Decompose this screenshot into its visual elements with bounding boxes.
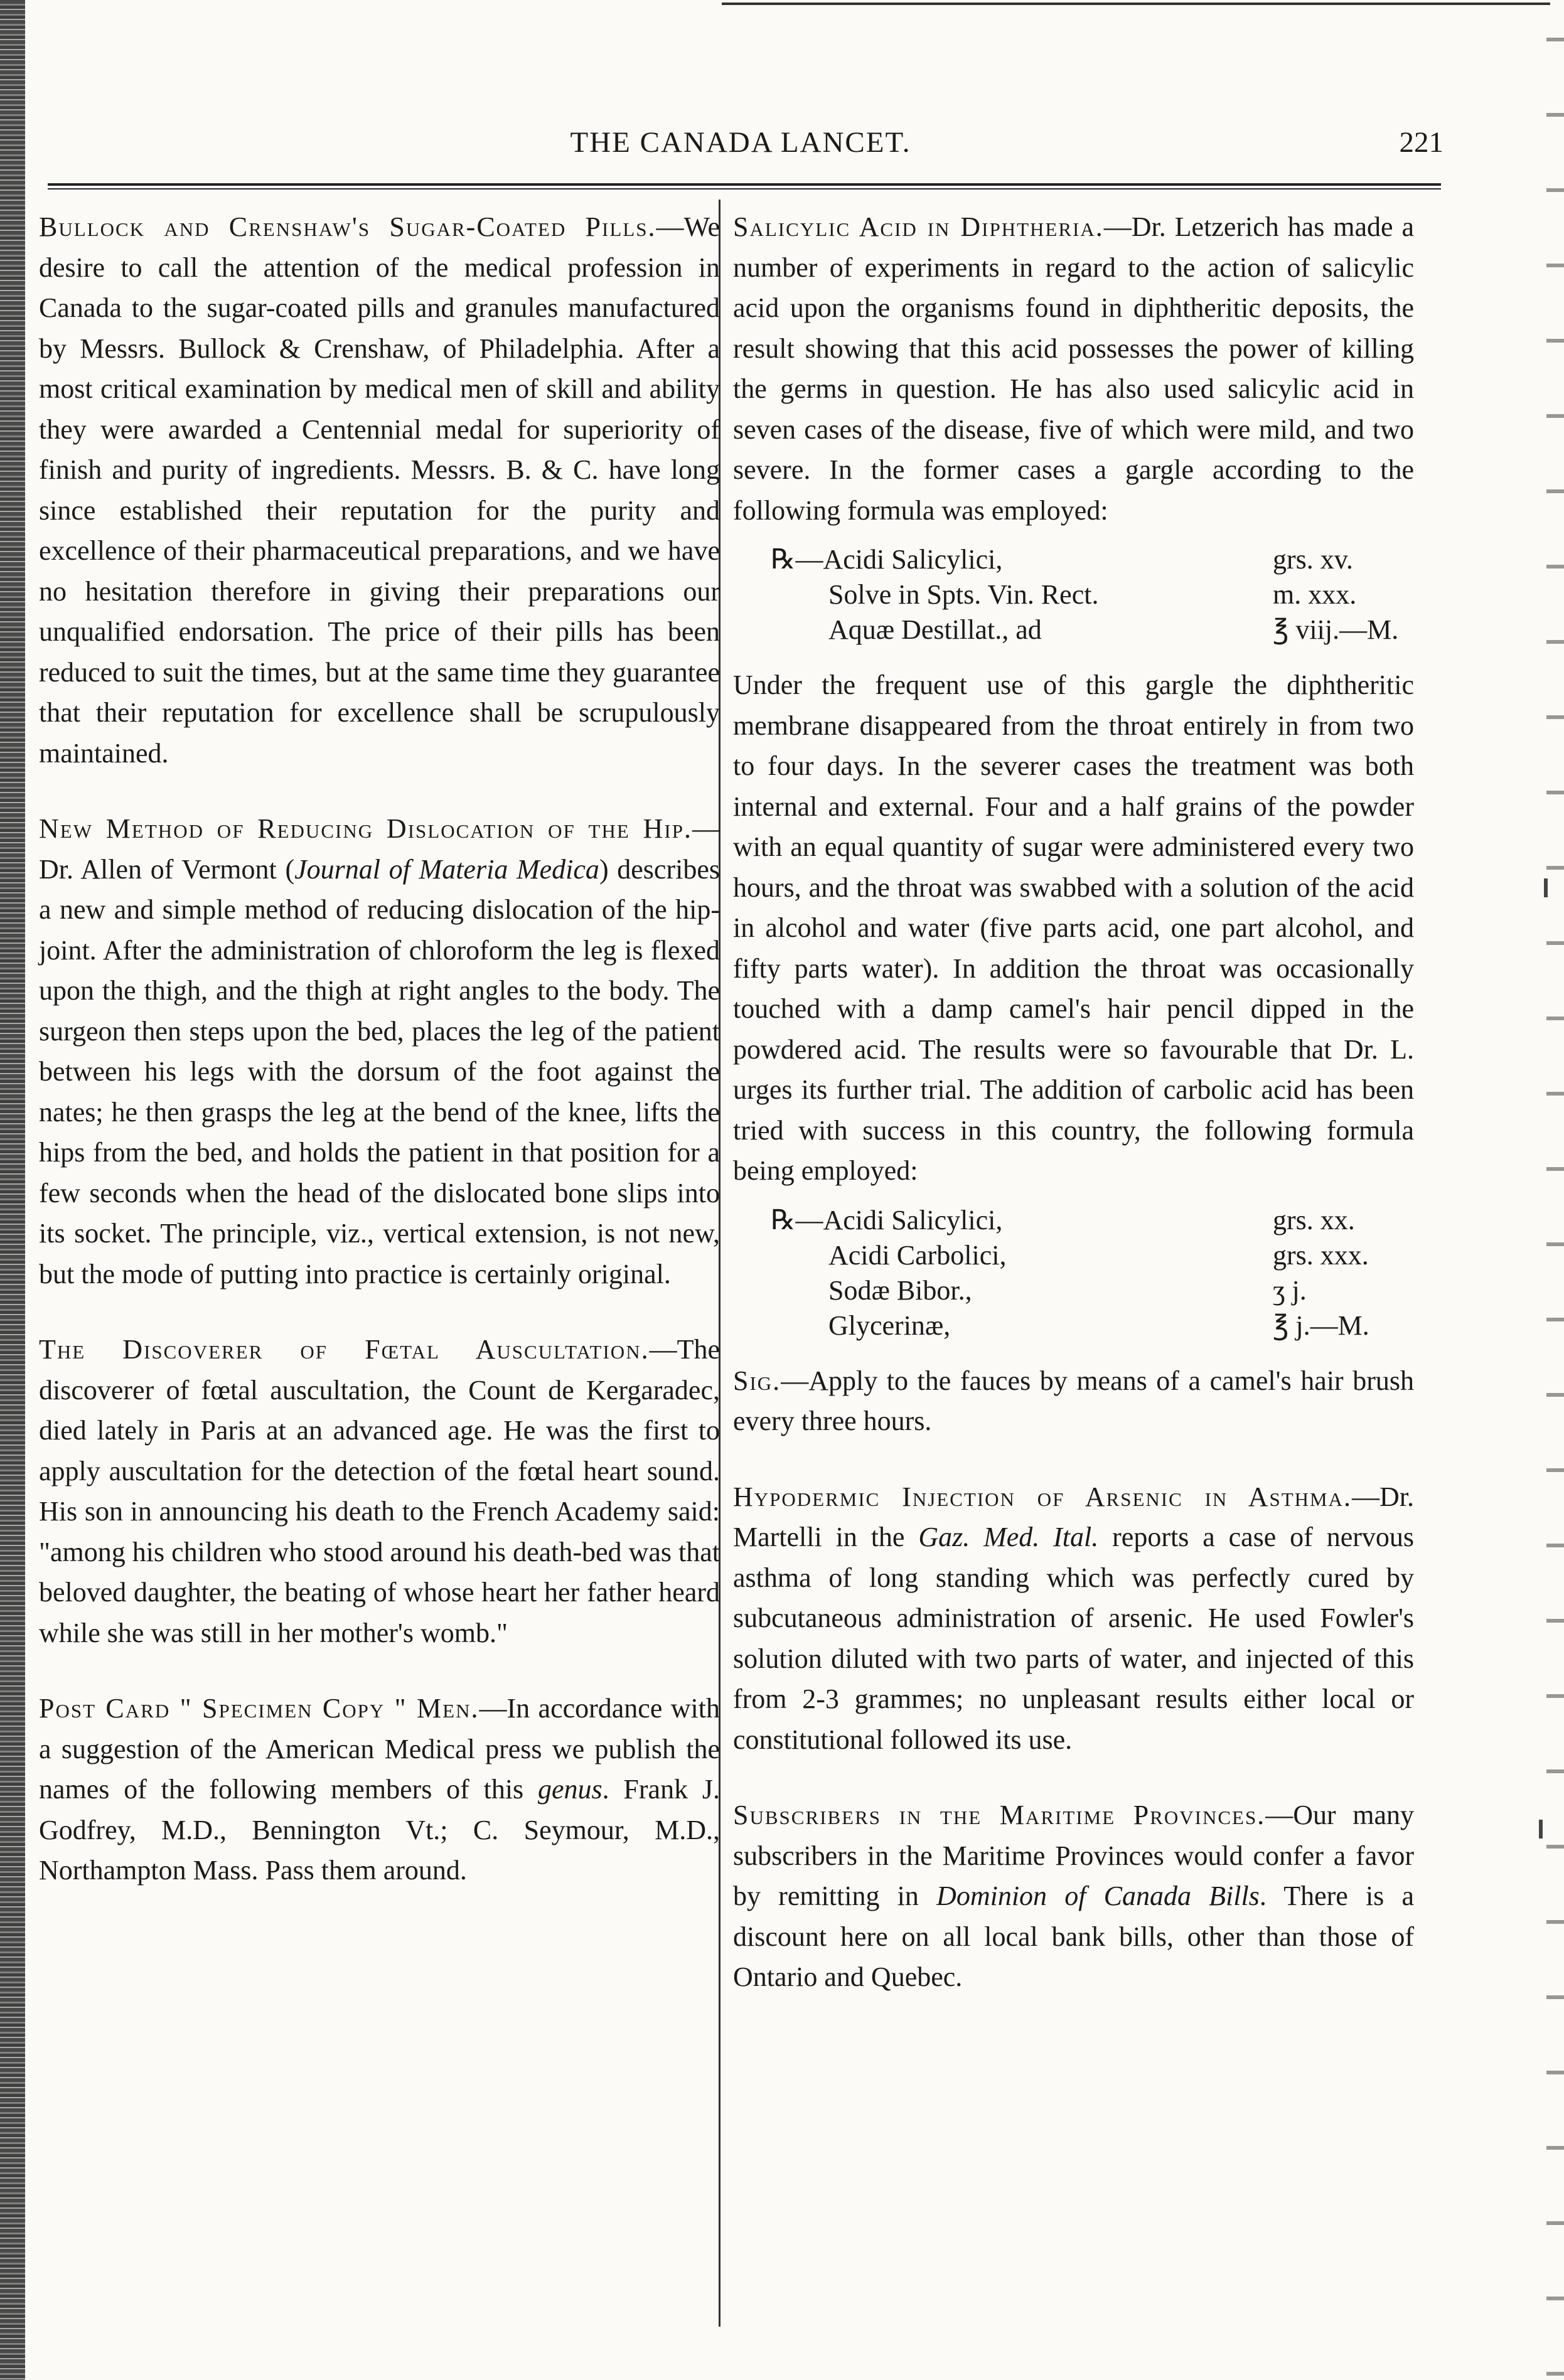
scan-top-artifact	[722, 3, 1550, 5]
formula-ingredient: Sodæ Bibor.,	[828, 1274, 972, 1306]
article-heading: Bullock and Crenshaw's Sugar-Coated Pills.	[39, 211, 656, 242]
article-body: —Dr. Letzerich has made a number of experiments in regard to the action of salicylic acid upon the organisms found in diphtheritic deposits, the result showing that this acid possesses the power of killing the germs in question. He has also used salicylic acid in seven cases of the disease, five of which were mild, and two severe. In the former cases a gargle according to the following formula was employed:	[733, 211, 1415, 526]
article-post-card-men	[39, 1689, 720, 1891]
scan-speck	[1544, 878, 1548, 897]
article-hip-dislocation	[39, 809, 720, 1294]
article-body: —Dr. Martelli in the	[733, 1481, 1414, 1552]
journal-citation: Journal of Materia Medica	[294, 853, 599, 885]
article-body: . Frank J. Godfrey, M.D., Bennington Vt.; C. Seymour, M.D., Northampton Mass. Pass them around.	[39, 1774, 720, 1886]
prescription-formula-2	[771, 1203, 1414, 1343]
formula-dose: m. xxx.	[1273, 579, 1357, 610]
journal-title: THE CANADA LANCET.	[570, 126, 911, 159]
formula-dose: grs. xxx.	[1273, 1239, 1369, 1271]
formula-ingredient: Acidi Carbolici,	[828, 1239, 1007, 1271]
scan-right-edge	[1546, 0, 1564, 2380]
article-body: ) describes a new and simple method of reducing dislocation of the hip-joint. After the administration of chloroform the leg is flexed upon the thigh, and the thigh at right angles to the body. The surgeon then steps upon the bed, places the leg of the patient between his legs with the dorsum of the foot against the nates; he then grasps the leg at the bend of the knee, lifts the hips from the bed, and holds the patient in that position for a few seconds when the head of the dislocated bone slips into its socket. The principle, viz., vertical extension, is not new, but the mode of putting into practice is certainly original.	[39, 853, 720, 1289]
article-maritime-subscribers	[733, 1795, 1414, 1998]
article-heading: Hypodermic Injection of Arsenic in Asthma.	[733, 1481, 1352, 1512]
formula-ingredient: Solve in Spts. Vin. Rect.	[828, 579, 1099, 610]
sig-label: Sig.	[733, 1365, 781, 1396]
article-body: —The discoverer of fœtal auscultation, the Count de Kergaradec, died lately in Paris at an advanced age. He was the first to apply auscultation for the detection of the fœtal heart sound. His son in announcing his death to the French Academy said: "among his children who stood around his death-bed was that beloved daughter, the beating of whose heart her father heard while she was still in her mother's womb."	[39, 1334, 720, 1648]
article-body: . There is a discount here on all local bank bills, other than those of Ontario and Quebec.	[733, 1881, 1414, 1992]
article-salicylic-acid	[733, 207, 1414, 1442]
formula-ingredient: Glycerinæ,	[828, 1310, 951, 1341]
italic-phrase: Dominion of Canada Bills	[936, 1881, 1260, 1911]
formula-dose: ℥ viij.—M.	[1273, 614, 1399, 645]
right-column	[733, 207, 1414, 2033]
left-column	[39, 207, 720, 1926]
article-heading: Salicylic Acid in Diphtheria.	[733, 211, 1104, 242]
header-rule	[48, 183, 1441, 189]
running-head	[38, 125, 1443, 169]
article-heading: Subscribers in the Maritime Provinces.	[733, 1800, 1266, 1830]
formula-ingredient: ℞—Acidi Salicylici,	[771, 544, 1003, 575]
formula-dose: ℥ j.—M.	[1273, 1310, 1369, 1341]
formula-dose: ʒ j.	[1273, 1274, 1307, 1306]
formula-ingredient: ℞—Acidi Salicylici,	[771, 1204, 1003, 1235]
article-arsenic-asthma	[733, 1477, 1414, 1761]
formula-dose: grs. xv.	[1273, 544, 1353, 575]
article-foetal-auscultation	[39, 1330, 720, 1653]
article-body: reports a case of nervous asthma of long standing which was perfectly cured by subcutaneous administration of arsenic. He used Fowler's solution diluted with two parts of water, and injected of this from 2-3 grammes; no unpleasant results either local or constitutional followed its use.	[733, 1522, 1414, 1755]
article-bullock-crenshaw	[39, 207, 720, 774]
article-body: —Apply to the fauces by means of a camel's hair brush every three hours.	[733, 1365, 1414, 1436]
article-body: —Dr. Allen of Vermont (	[39, 813, 720, 885]
scan-binding-edge	[0, 0, 25, 2380]
scan-speck	[1539, 1820, 1543, 1838]
article-heading: New Method of Reducing Dislocation of the Hip.	[39, 813, 692, 844]
formula-ingredient: Aquæ Destillat., ad	[828, 614, 1042, 645]
article-body: —Our many subscribers in the Maritime Provinces would confer a favor by remitting in	[733, 1800, 1414, 1911]
article-body: Under the frequent use of this gargle the diphtheritic membrane disappeared from the throat entirely in from two to four days. In the severer cases the treatment was both internal and external. Four and a half grains of the powder with an equal quantity of sugar were administered every two hours, and the throat was swabbed with a solution of the acid in alcohol and water (five parts acid, one part alcohol, and fifty parts water). In addition the throat was occasionally touched with a damp camel's hair pencil dipped in the powdered acid. The results were so favourable that Dr. L. urges its further trial. The addition of carbolic acid has been tried with success in this country, the following formula being employed:	[733, 670, 1414, 1186]
italic-word: genus	[537, 1774, 603, 1805]
article-heading: Post Card " Specimen Copy " Men.	[39, 1693, 479, 1724]
article-body: —In accordance with a suggestion of the American Medical press we publish the names of the following members of this	[39, 1693, 720, 1805]
formula-dose: grs. xx.	[1273, 1204, 1355, 1235]
page-number: 221	[1399, 126, 1443, 159]
article-heading: The Discoverer of Fœtal Auscultation.	[39, 1334, 650, 1365]
journal-citation: Gaz. Med. Ital.	[918, 1522, 1099, 1552]
article-body: —We desire to call the attention of the medical profession in Canada to the sugar-coated pills and granules manufactured by Messrs. Bullock & Crenshaw, of Philadelphia. After a most critical examination by medical men of skill and ability they were awarded a Centennial medal for superiority of finish and purity of ingredients. Messrs. B. & C. have long since established their reputation for the purity and excellence of their pharmaceutical preparations, and we have no hesitation therefore in giving their preparations our unqualified endorsation. The price of their pills has been reduced to suit the times, but at the same time they guarantee that their reputation for excellence shall be scrupulously maintained.	[39, 211, 720, 769]
prescription-formula-1	[771, 542, 1414, 648]
